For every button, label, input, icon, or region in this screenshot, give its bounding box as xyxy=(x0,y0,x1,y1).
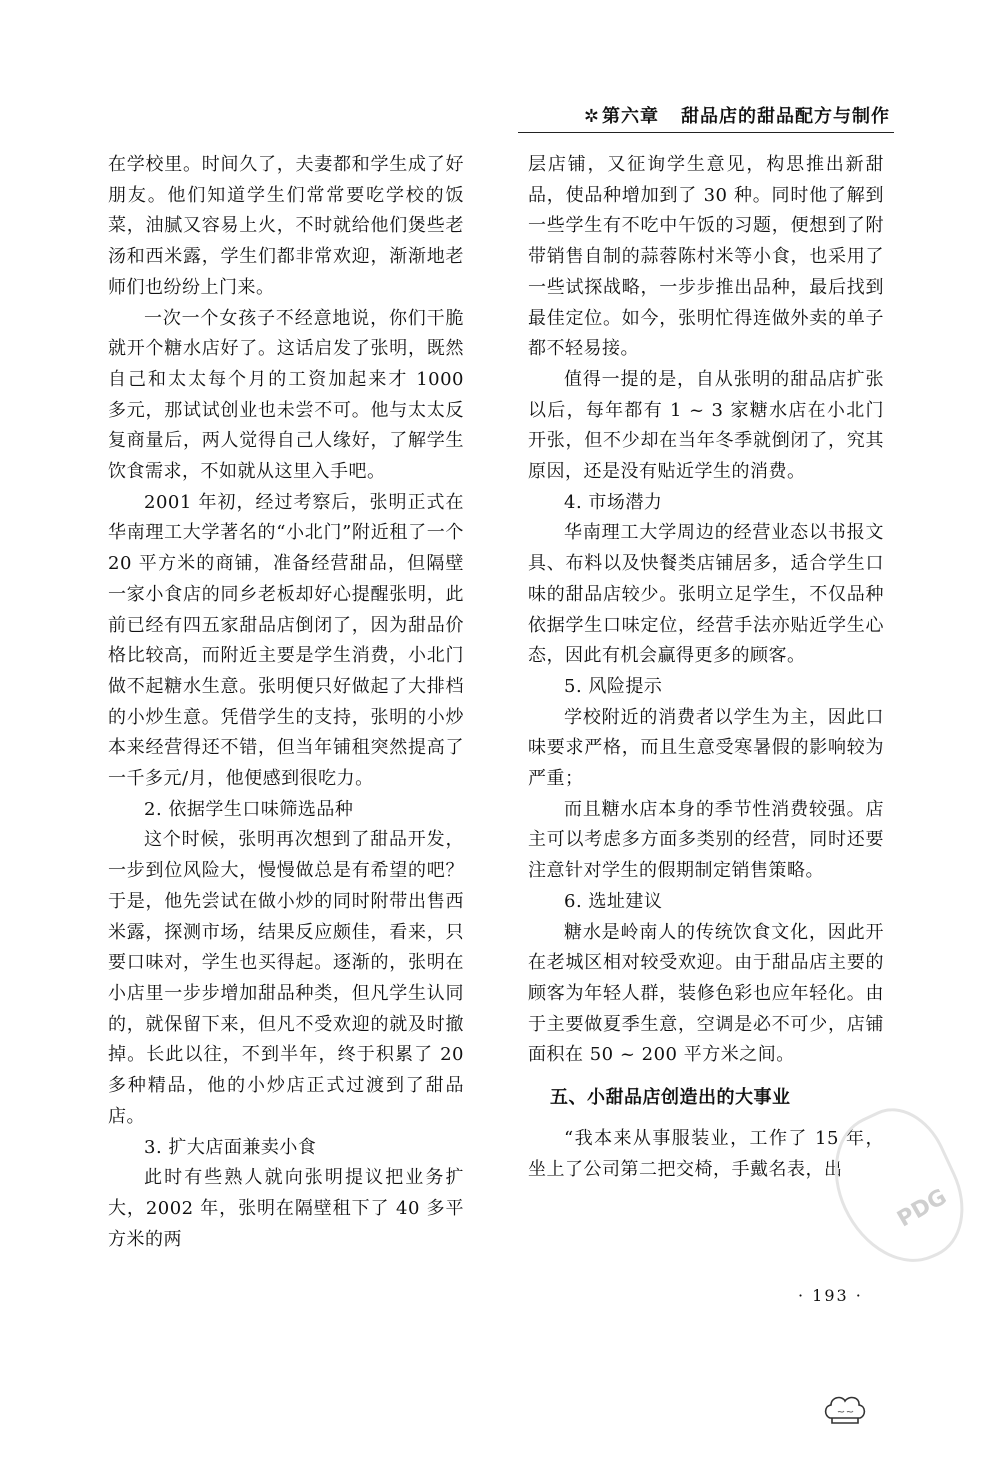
chapter-title: 甜品店的甜品配方与制作 xyxy=(681,106,890,127)
left-column xyxy=(108,150,464,1255)
paragraph: 而且糖水店本身的季节性消费较强。店主可以考虑多方面多类别的经营，同时还要注意针对学生的假期制定销售策略。 xyxy=(528,798,884,882)
page-number: · 193 · xyxy=(798,1286,863,1305)
flower-glyph-icon: ✲ xyxy=(583,106,600,127)
subheading: 2. 依据学生口味筛选品种 xyxy=(144,798,354,820)
running-header xyxy=(520,102,890,128)
chapter-label: 第六章 xyxy=(602,106,659,127)
subheading: 6. 选址建议 xyxy=(564,890,663,912)
paragraph: 华南理工大学周边的经营业态以书报文具、布料以及快餐类店铺居多，适合学生口味的甜品店较少。张明立足学生，不仅品种依据学生口味定位，经营手法亦贴近学生心态，因此有机会赢得更多的顾客。 xyxy=(528,522,884,667)
subheading: 3. 扩大店面兼卖小食 xyxy=(144,1136,317,1158)
paragraph: “我本来从事服装业，工作了 15 年，坐上了公司第二把交椅，手戴名表，出 xyxy=(528,1127,884,1180)
paragraph: 在学校里。时间久了，夫妻都和学生成了好朋友。他们知道学生们常常要吃学校的饭菜，油腻又容易上火，不时就给他们煲些老汤和西米露，学生们都非常欢迎，渐渐地老师们也纷纷上门来。 xyxy=(108,154,464,298)
subheading: 4. 市场潜力 xyxy=(564,491,663,513)
section-heading: 五、小甜品店创造出的大事业 xyxy=(550,1087,791,1109)
header-rule xyxy=(518,132,894,133)
paragraph: 这个时候，张明再次想到了甜品开发，一步到位风险大，慢慢做总是有希望的吧？于是，他先尝试在做小炒的同时附带出售西米露，探测市场，结果反应颇佳，看来，只要口味对，学生也买得起。逐渐的，张明在小店里一步步增加甜品种类，但凡学生认同的，就保留下来，但凡不受欢迎的就及时撤掉。长此以往，不到半年，终于积累了 20 多种精品，他的小炒店正式过渡到了甜品店。 xyxy=(108,829,464,1127)
paragraph: 2001 年初，经过考察后，张明正式在华南理工大学著名的“小北门”附近租了一个 20 平方米的商铺，准备经营甜品，但隔壁一家小食店的同乡老板却好心提醒张明，此前已经有四五家甜品店倒闭了，因为甜品价格比较高，而附近主要是学生消费，小北门做不起糖水生意。张明便只好做起了大排档的小炒生意。凭借学生的支持，张明的小炒本来经营得还不错，但当年铺租突然提高了一千多元/月，他便感到很吃力。 xyxy=(108,491,464,790)
chef-hat-icon xyxy=(822,1392,868,1426)
paragraph: 糖水是岭南人的传统饮食文化，因此开在老城区相对较受欢迎。由于甜品店主要的顾客为年轻人群，装修色彩也应年轻化。由于主要做夏季生意，空调是必不可少，店铺面积在 50 ~ 200 平方米之间。 xyxy=(528,921,884,1066)
subheading: 5. 风险提示 xyxy=(564,675,663,697)
watermark-stamp xyxy=(830,1100,980,1310)
paragraph: 学校附近的消费者以学生为主，因此口味要求严格，而且生意受寒暑假的影响较为严重； xyxy=(528,706,884,790)
paragraph: 一次一个女孩子不经意地说，你们干脆就开个糖水店好了。这话启发了张明，既然自己和太太每个月的工资加起来才 1000 多元，那试试创业也未尝不可。他与太太反复商量后，两人觉得自己人缘好，了解学生饮食需求，不如就从这里入手吧。 xyxy=(108,307,464,483)
seal-stamp-icon xyxy=(812,1093,983,1283)
watermark-text: PDG xyxy=(893,1184,952,1233)
paragraph: 值得一提的是，自从张明的甜品店扩张以后，每年都有 1 ~ 3 家糖水店在小北门开张，但不少却在当年冬季就倒闭了，究其原因，还是没有贴近学生的消费。 xyxy=(528,368,884,483)
paragraph: 此时有些熟人就向张明提议把业务扩大，2002 年，张明在隔壁租下了 40 多平方米的两 xyxy=(108,1167,464,1250)
paragraph: 层店铺，又征询学生意见，构思推出新甜品，使品种增加到了 30 种。同时他了解到一些学生有不吃中午饭的习题，便想到了附带销售自制的蒜蓉陈村米等小食，也采用了一些试探战略，一步步推出品种，最后找到最佳定位。如今，张明忙得连做外卖的单子都不轻易接。 xyxy=(528,154,884,360)
right-column xyxy=(528,150,884,1185)
